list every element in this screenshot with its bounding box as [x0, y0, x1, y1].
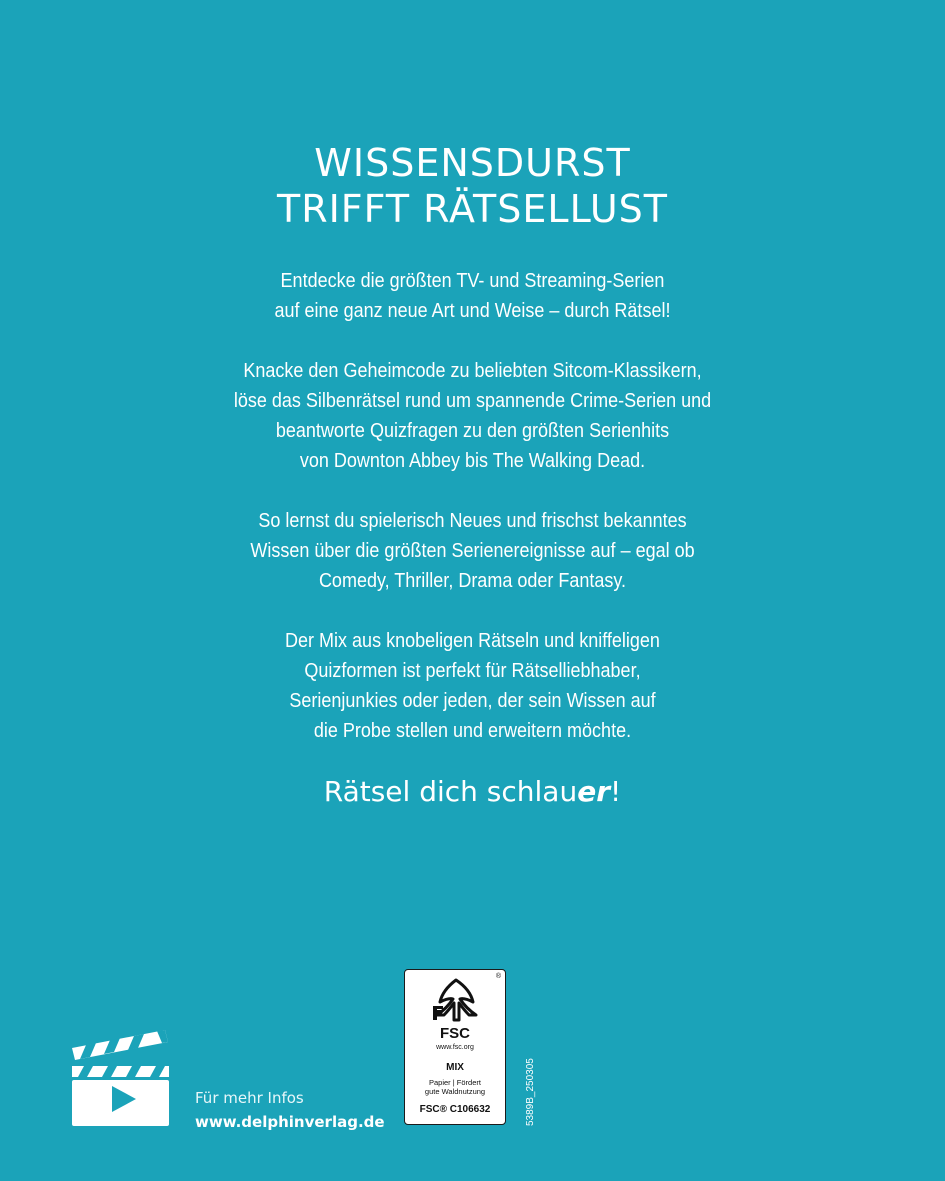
text-line: Comedy, Thriller, Drama oder Fantasy.: [318, 570, 627, 592]
info-label: Für mehr Infos: [195, 1089, 304, 1107]
fsc-tree-logo-icon: [427, 976, 485, 1024]
fsc-license-code: FSC® C106632: [419, 1104, 491, 1115]
registered-mark: ®: [495, 973, 501, 980]
paragraph-1: [47, 266, 898, 326]
text-line: Wissen über die größten Serienereignisse auf – egal ob: [250, 540, 695, 562]
text-line: Knacke den Geheimcode zu beliebten Sitcom-Klassikern,: [243, 360, 702, 382]
fsc-label: [404, 969, 506, 1125]
text-line: beantworte Quizfragen zu den größten Serienhits: [275, 420, 670, 442]
fsc-mix: MIX: [446, 1062, 464, 1073]
fsc-paper-line: Papier | Fördert: [429, 1078, 481, 1087]
fsc-brand: FSC: [440, 1025, 470, 1042]
article-number: 5389B_250305: [525, 1058, 536, 1126]
fsc-website: www.fsc.org: [436, 1044, 474, 1051]
description: [47, 266, 898, 776]
text-line: von Downton Abbey bis The Walking Dead.: [299, 450, 646, 472]
text-line: Quizformen ist perfekt für Rätselliebhaber,: [304, 660, 641, 682]
clapperboard-play-icon[interactable]: [72, 1030, 169, 1126]
slogan-emphasis: er: [577, 775, 611, 808]
text-line: auf eine ganz neue Art und Weise – durch Rätsel!: [274, 300, 671, 322]
paragraph-2: [47, 356, 898, 476]
text-line: die Probe stellen und erweitern möchte.: [313, 720, 632, 742]
title-line-2: TRIFFT RÄTSELLUST: [276, 187, 668, 231]
website-link[interactable]: www.delphinverlag.de: [195, 1113, 385, 1131]
text-line: Der Mix aus knobeligen Rätseln und kniffeligen: [285, 630, 660, 652]
title-line-1: WISSENSDURST: [314, 141, 631, 185]
text-line: löse das Silbenrätsel rund um spannende Crime-Serien und: [233, 390, 712, 412]
page-title: [0, 140, 945, 232]
slogan-text: Rätsel dich schlau: [323, 775, 578, 808]
text-line: Entdecke die größten TV- und Streaming-Serien: [280, 270, 665, 292]
slogan-exclamation: !: [610, 775, 622, 808]
paragraph-4: [47, 626, 898, 746]
fsc-paper-claim: [405, 1078, 505, 1096]
text-line: So lernst du spielerisch Neues und frischst bekanntes: [258, 510, 687, 532]
fsc-paper-line: gute Waldnutzung: [424, 1087, 486, 1096]
more-info: [195, 1086, 385, 1134]
paragraph-3: [47, 506, 898, 596]
slogan: [0, 772, 945, 812]
text-line: Serienjunkies oder jeden, der sein Wissen auf: [289, 690, 656, 712]
